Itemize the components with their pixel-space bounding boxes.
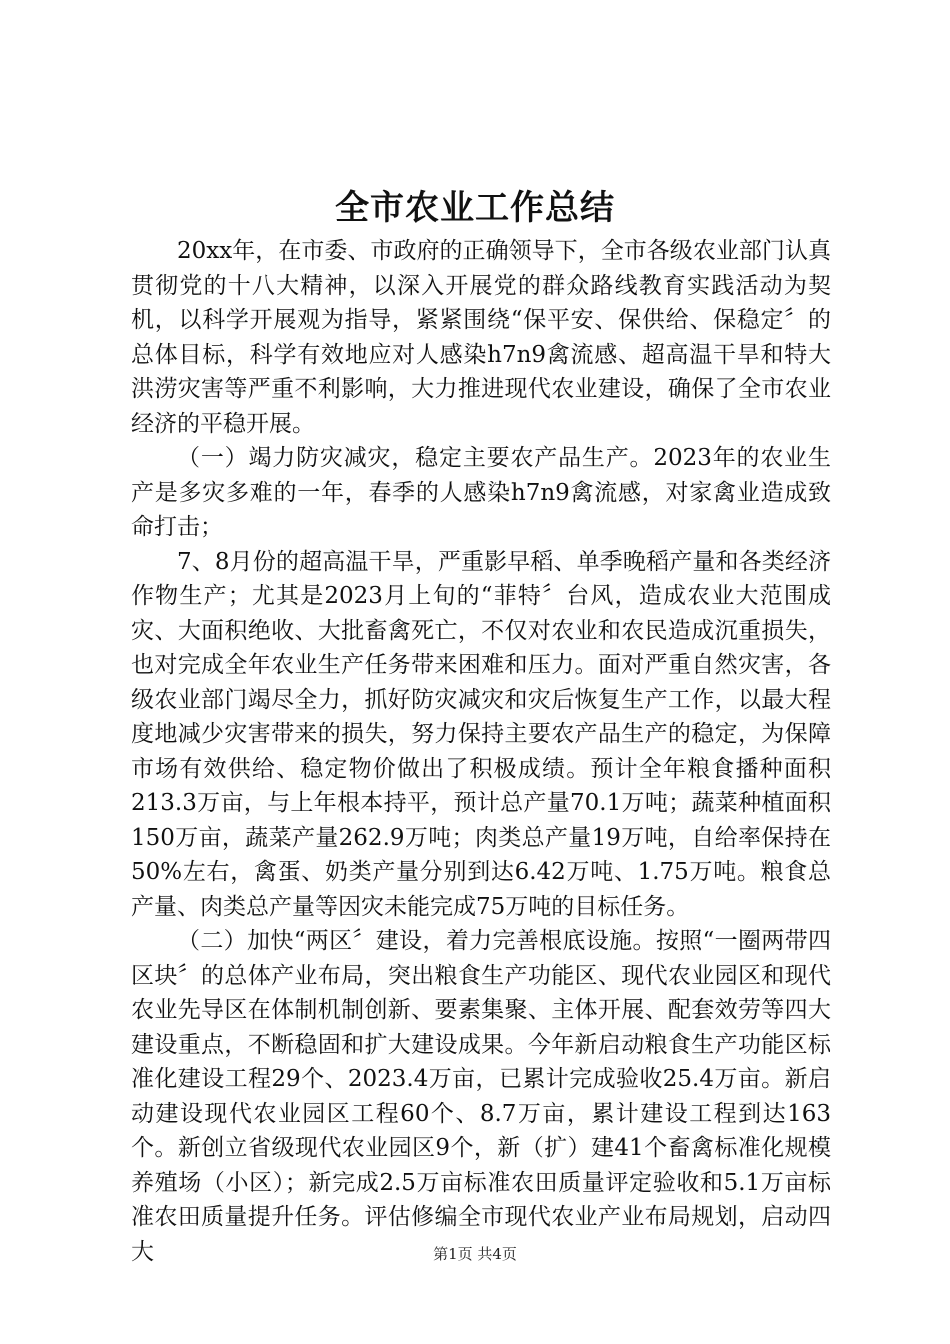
paragraph-intro: 20xx年，在市委、市政府的正确领导下，全市各级农业部门认真贯彻党的十八大精神，以深入开展党的群众路线教育实践活动为契机，以科学开展观为指导，紧紧围绕“保平安、保供给、保稳定〞的总体目标，科学有效地应对人感染h7n9禽流感、超高温干旱和特大洪涝灾害等严重不利影响，大力推进现代农业建设，确保了全市农业经济的平稳开展。 [131,238,831,437]
paragraph-section-1: （一）竭力防灾减灾，稳定主要农产品生产。2023年的农业生产是多灾多难的一年，春季的人感染h7n9禽流感，对家禽业造成致命打击； [131,445,831,540]
document-title: 全市农业工作总结 [335,188,615,228]
page-total: 共4页 [477,1245,517,1263]
page-footer [0,1242,950,1266]
document-body [131,234,831,1269]
paragraph-section-2: （二）加快“两区〞建设，着力完善根底设施。按照“一圈两带四区块〞的总体产业布局，突出粮食生产功能区、现代农业园区和现代农业先导区在体制机制创新、要素集聚、主体开展、配套效劳等四大建设重点，不断稳固和扩大建设成果。今年新启动粮食生产功能区标准化建设工程29个、2023.4万亩，已累计完成验收25.4万亩。新启动建设现代农业园区工程60个、8.7万亩，累计建设工程到达163个。新创立省级现代农业园区9个，新（扩）建41个畜禽标准化规模养殖场（小区）；新完成2.5万亩标准农田质量评定验收和5.1万亩标准农田质量提升任务。评估修编全市现代农业产业布局规划，启动四大 [131,928,831,1265]
page-number: 第1页 [433,1245,473,1263]
paragraph-section-1-detail: 7、8月份的超高温干旱，严重影早稻、单季晚稻产量和各类经济作物生产；尤其是2023月上旬的“菲特〞台风，造成农业大范围成灾、大面积绝收、大批畜禽死亡，不仅对农业和农民造成沉重损失，也对完成全年农业生产任务带来困难和压力。面对严重自然灾害，各级农业部门竭尽全力，抓好防灾减灾和灾后恢复生产工作，以最大程度地减少灾害带来的损失，努力保持主要农产品生产的稳定，为保障市场有效供给、稳定物价做出了积极成绩。预计全年粮食播种面积213.3万亩，与上年根本持平，预计总产量70.1万吨；蔬菜种植面积150万亩，蔬菜产量262.9万吨；肉类总产量19万吨，自给率保持在50%左右，禽蛋、奶类产量分别到达6.42万吨、1.75万吨。粮食总产量、肉类总产量等因灾未能完成75万吨的目标任务。 [131,548,831,920]
